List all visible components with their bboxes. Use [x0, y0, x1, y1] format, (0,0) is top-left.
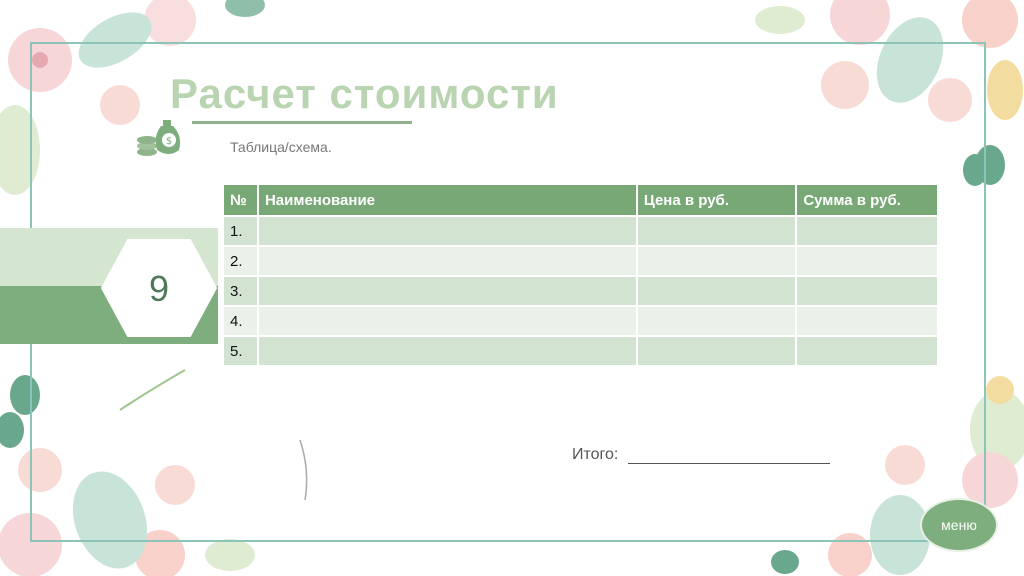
- header-price: Цена в руб.: [637, 184, 797, 216]
- header-sum: Сумма в руб.: [796, 184, 938, 216]
- cell-number: 4.: [223, 306, 258, 336]
- slide-number: 9: [148, 268, 170, 309]
- money-bag-icon: [133, 112, 183, 158]
- cell-sum[interactable]: [796, 276, 938, 306]
- slide-title: Расчет стоимости: [170, 70, 559, 117]
- total-label: Итого:: [572, 446, 619, 463]
- table-row: [223, 306, 938, 336]
- cell-price[interactable]: [637, 306, 797, 336]
- svg-text:$: $: [165, 136, 173, 147]
- table-header-row: [223, 184, 938, 216]
- cell-name[interactable]: [258, 336, 637, 366]
- menu-button[interactable]: меню: [920, 498, 998, 552]
- cell-price[interactable]: [637, 276, 797, 306]
- total-input-line[interactable]: [628, 463, 830, 464]
- cell-name[interactable]: [258, 306, 637, 336]
- cell-sum[interactable]: [796, 216, 938, 246]
- header-number: №: [223, 184, 258, 216]
- cell-sum[interactable]: [796, 306, 938, 336]
- slide-subtitle: Таблица/схема.: [230, 139, 332, 155]
- table-row: [223, 336, 938, 366]
- cell-sum[interactable]: [796, 336, 938, 366]
- cell-name[interactable]: [258, 276, 637, 306]
- cell-number: 5.: [223, 336, 258, 366]
- cell-name[interactable]: [258, 246, 637, 276]
- title-underline: [192, 121, 412, 124]
- table-row: [223, 216, 938, 246]
- cost-table: [222, 183, 939, 367]
- cell-name[interactable]: [258, 216, 637, 246]
- header-name: Наименование: [258, 184, 637, 216]
- table-row: [223, 276, 938, 306]
- cell-price[interactable]: [637, 216, 797, 246]
- cell-number: 1.: [223, 216, 258, 246]
- cell-price[interactable]: [637, 246, 797, 276]
- cell-price[interactable]: [637, 336, 797, 366]
- table-row: [223, 246, 938, 276]
- cell-sum[interactable]: [796, 246, 938, 276]
- cell-number: 3.: [223, 276, 258, 306]
- cell-number: 2.: [223, 246, 258, 276]
